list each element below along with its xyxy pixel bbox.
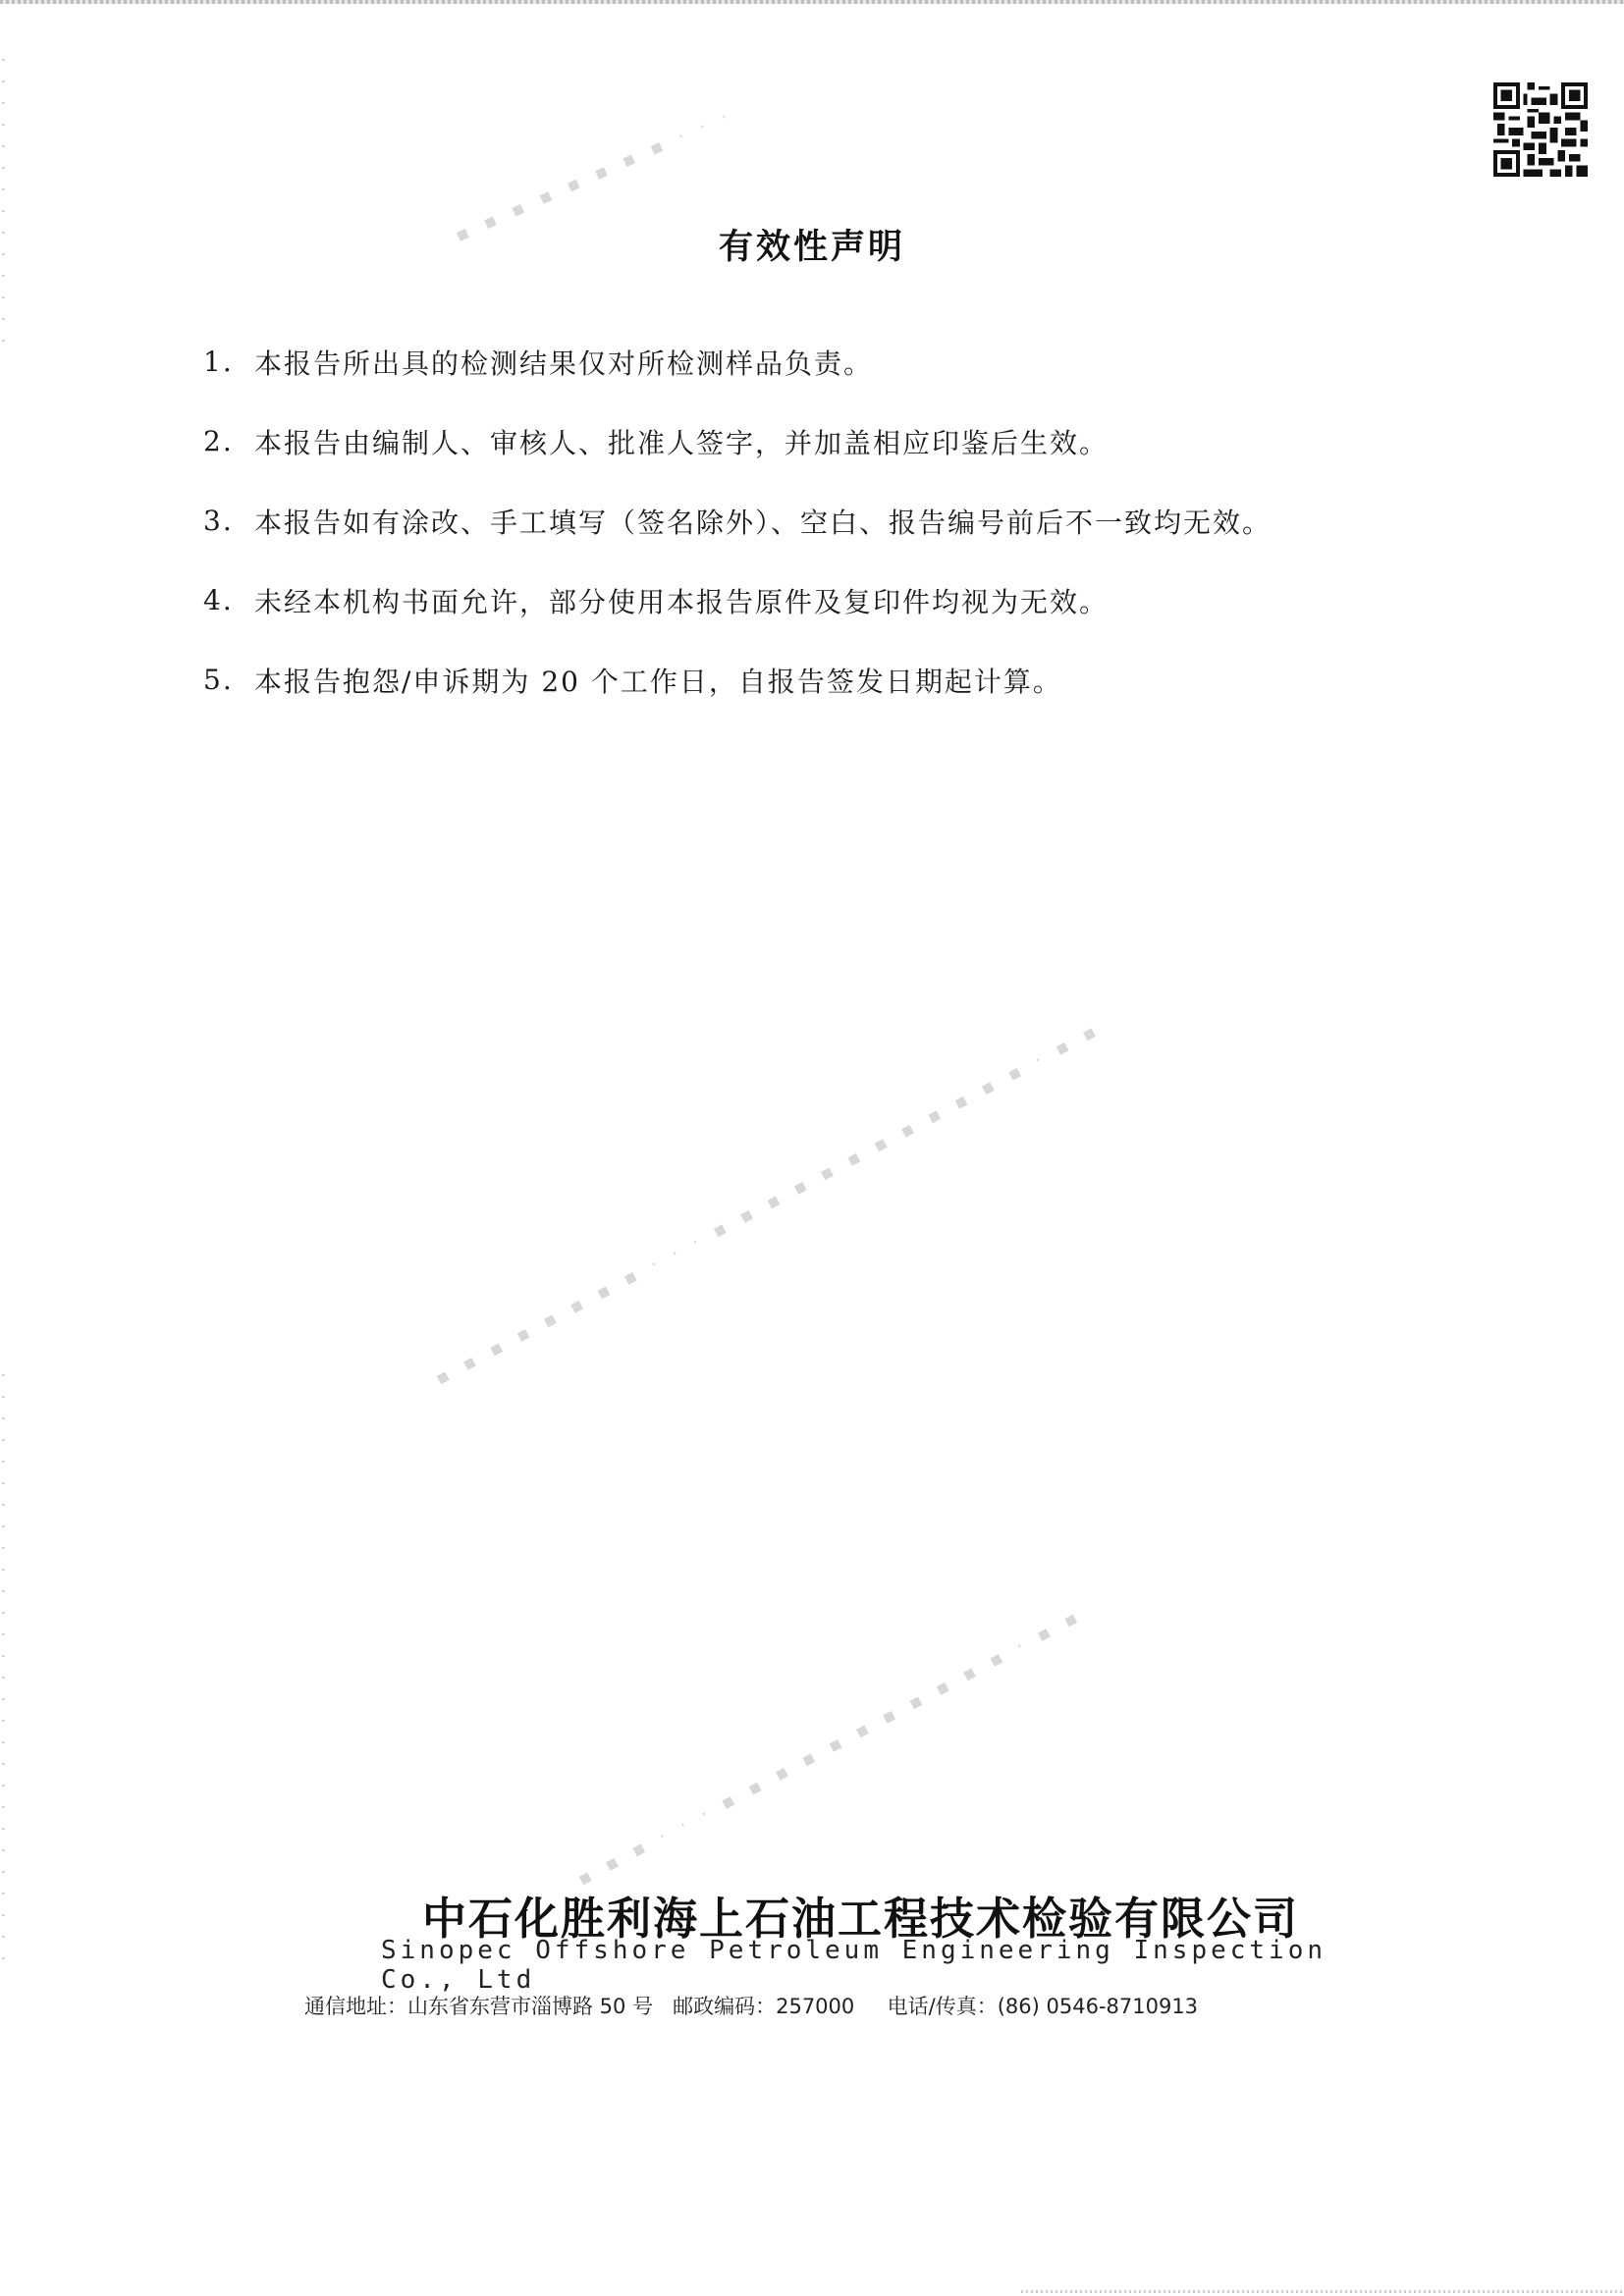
watermark-mark-1: ▪ ▪ ▪ ▪ ▪ ▪ ▪ ▪ · · ·: [452, 103, 737, 247]
clause-number: 5.: [203, 664, 234, 696]
clause-text: 本报告如有涂改、手工填写（签名除外）、空白、报告编号前后不一致均无效。: [254, 506, 1272, 539]
clause-item: [203, 640, 1480, 720]
clause-number: 2.: [203, 425, 234, 457]
scan-edge-left-upper: [2, 59, 5, 353]
scan-edge-bottom: [1021, 2290, 1624, 2293]
scan-edge-top: [0, 0, 1624, 4]
watermark-mark-2: ▪ ▪ ▪ ▪ ▪ ▪ ▪ ▪ · · · ▪ ▪ ▪ ▪ ▪ ▪ ▪ ▪ ▪ ▪ ▪ ▪ · ▪ ▪: [431, 1018, 1106, 1390]
clause-number: 4.: [203, 584, 234, 616]
qr-code-icon: [1493, 82, 1588, 177]
clause-item: [203, 322, 1480, 401]
company-name-en: Sinopec Offshore Petroleum Engineering Inspection Co., Ltd: [381, 1936, 1327, 1995]
clause-text: 本报告所出具的检测结果仅对所检测样品负责。: [254, 347, 874, 380]
clause-item: [203, 561, 1480, 640]
watermark-mark-3: ▪ ▪ ▪ · · · ▪ ▪ ▪ ▪ ▪ ▪ ▪ ▪ ▪ ▪ ▪ · ▪ ▪: [573, 1604, 1087, 1891]
clause-number: 1.: [203, 346, 234, 378]
clause-number: 3.: [203, 505, 234, 537]
company-name-cn: 中石化胜利海上石油工程技术检验有限公司: [422, 1893, 1300, 1945]
clause-text: 未经本机构书面允许，部分使用本报告原件及复印件均视为无效。: [254, 585, 1110, 618]
clause-text: 本报告由编制人、审核人、批准人签字，并加盖相应印鉴后生效。: [254, 426, 1110, 459]
validity-clauses: [203, 322, 1480, 720]
clause-item: [203, 481, 1480, 561]
clause-text: 本报告抱怨/申诉期为 20 个工作日，自报告签发日期起计算。: [254, 665, 1062, 698]
clause-item: [203, 401, 1480, 481]
contact-info: 通信地址：山东省东营市淄博路 50 号 邮政编码：257000 电话/传真：(86) 0546-8710913: [304, 1995, 1199, 2018]
page-title: 有效性声明: [718, 228, 905, 267]
scan-edge-left-lower: [2, 1374, 5, 1963]
